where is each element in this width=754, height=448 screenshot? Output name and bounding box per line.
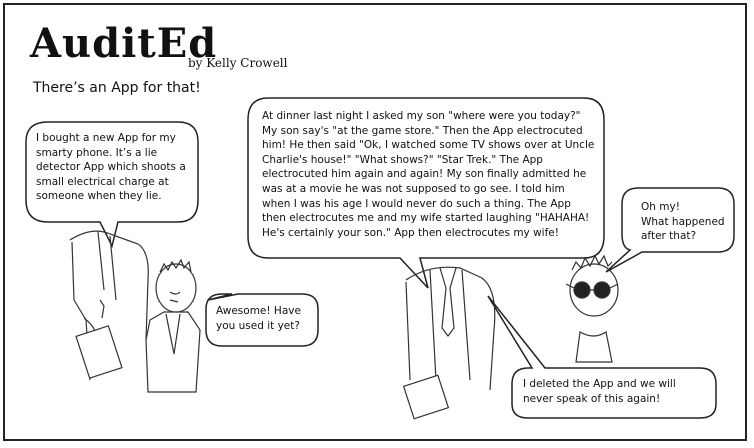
dad-figure-left	[70, 231, 148, 380]
kid-figure	[146, 260, 200, 392]
bubble-text-story: At dinner last night I asked my son "where were you today?" My son say's "at the game store." Then the App electrocuted him! He then said "Ok, I watched some TV shows over at Uncle Charlie's house!" "What shows?" "Star Trek." The App electrocuted him again and again! My son finally admitted he was at a movie he was not supposed to go see. I told him when I was his age I would never do such a thing. The App then electrocutes me and my wife started laughing "HAHAHA! He's certainly your son." App then electrocutes my wife!	[262, 110, 595, 239]
bubble-text-kid-question: Awesome! Have you used it yet?	[216, 305, 301, 332]
dad-figure-right	[404, 267, 495, 419]
bubble-text-oh-my: Oh my! What happened after that?	[641, 201, 725, 243]
bubble-text-deleted: I deleted the App and we will never speak of this again!	[523, 378, 676, 405]
comic-title: AuditEd	[30, 20, 218, 67]
author-byline: by Kelly Crowell	[188, 56, 288, 70]
bubble-text-dad-app: I bought a new App for my smarty phone. It’s a lie detector App which shoots a small electrical charge at someone when they lie.	[36, 132, 186, 203]
glasses-guy	[566, 256, 618, 362]
comic-subtitle: There’s an App for that!	[33, 80, 201, 96]
